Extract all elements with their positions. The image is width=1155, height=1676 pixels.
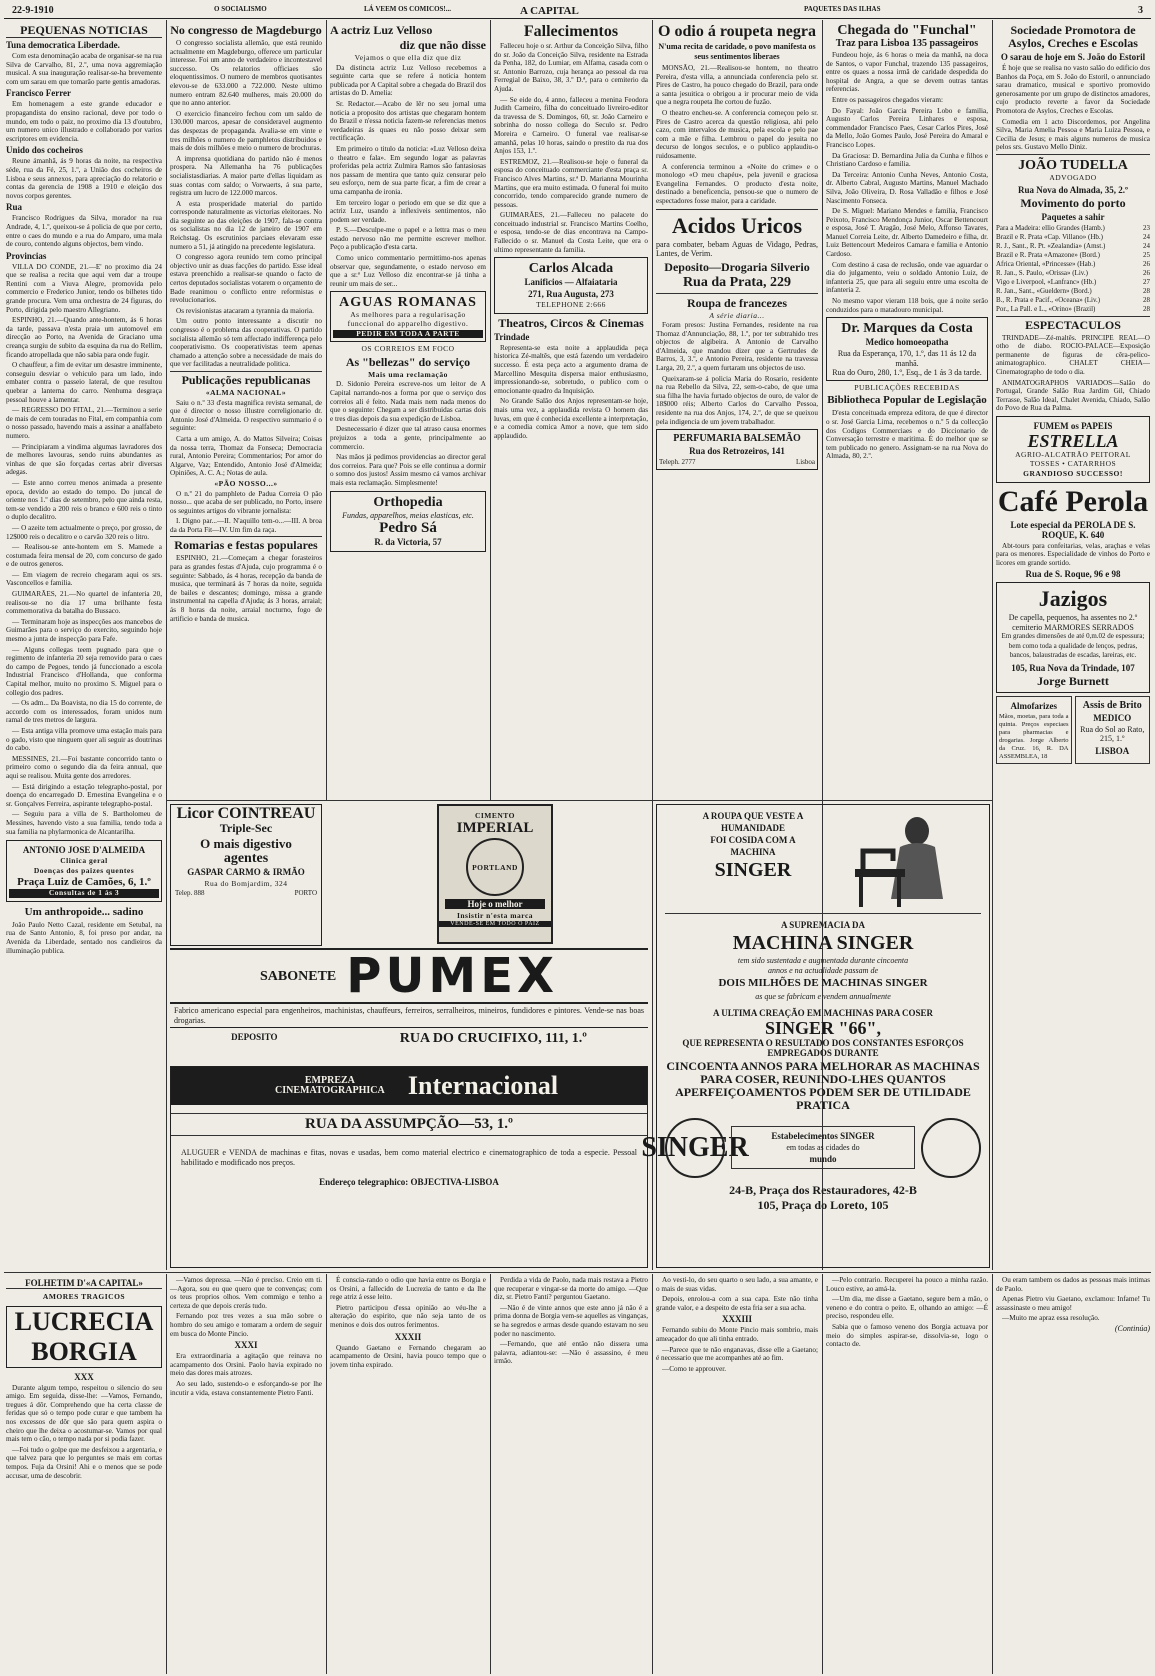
news-paragraph: Francisco Rodrigues da Silva, morador na rua Andrade, 4, 1.º, queixou-se á policia de que por certo, entre o caes do mundo e a rua do Amparo, uma mala de couro, contendo alguns objectos, bem vindo. [6, 214, 162, 249]
column-sociedade-promotora [996, 22, 1150, 1268]
news-paragraph: — Está dirigindo a estação telegrapho-postal, por doença do encarregado D. Ernestina Evangelina e o sr. Gonçalves Ferreira, aspirante telegrapho-postal. [6, 782, 162, 808]
article-paragraph: I. Digno par...—II. N'aquillo tem-o...—III. A broa da da Porta Fit—IV. Um fim da raça. [170, 517, 322, 534]
ad-phone: Telep. 888 [175, 889, 205, 897]
page-header [4, 2, 1151, 19]
ad-antonio-jose-almeida [6, 840, 162, 902]
ad-assis-de-brito [1075, 696, 1151, 764]
article-subtitle: «PÃO NOSSO...» [214, 478, 278, 488]
cement-seal-icon: PORTLAND [466, 838, 524, 896]
ship-row [996, 296, 1150, 305]
ad-pumex [170, 948, 648, 1060]
ad-line: Clinica geral [60, 856, 108, 866]
article-title: Roupa de francezes [687, 295, 787, 310]
article-paragraph: D. Sidonio Pereira escreve-nos um leitor de A Capital narrando-nos a forma por que o serviço dos correios ali é feito. Nada mais nem nada menos do que o seguinte: Chegam a ser distribuidas cartas dois e tres dias depois da sua expedição de Lisboa. [330, 380, 486, 423]
ad-line: as que se fabricam e vendem annualmente [755, 992, 891, 1001]
ad-line: A ROUPA QUE VESTE A [702, 811, 804, 821]
ad-line: Lote especial da PEROLA DE S. ROQUE, K. 640 [1010, 519, 1136, 540]
ad-fumem-papeis [996, 416, 1150, 483]
ad-line: Rua da Esperança, 170, 1.º, das 11 ás 12 da manhã. [837, 349, 977, 368]
ship-name: Para a Madeira: ellio Grandes (Hamb.) [996, 223, 1105, 232]
folhetim-paragraph: Quando Gaetano e Fernando chegaram ao acampamento de Orsini, havia pouco tempo que o jovem tinha expirado. [330, 1343, 486, 1369]
folhetim-column-7 [996, 1276, 1150, 1674]
chapter-number: XXXIII [721, 1314, 752, 1325]
ad-marques-da-costa [826, 317, 988, 381]
article-subtitle: Trindade [494, 331, 530, 342]
news-paragraph: GUIMARÃES, 21.—No quartel de infanteria 20, realisou-se no dia 17 uma brilhante festa commemorativa da batalha do Bussaco. [6, 590, 162, 616]
news-paragraph: Em homenagem a este grande educador e propagandista do ensino racional, deve por todo o mundo, em todo o paiz, no proximo dia 13 d'outubro, um numero unico illustrado e collaborado por varios escriptores em evidencia. [6, 100, 162, 143]
header-date: 22-9-1910 [12, 5, 54, 16]
ad-line: ADVOGADO [1049, 172, 1097, 182]
ad-line: CIMENTO [474, 811, 516, 820]
article-paragraph: Comedia em 1 acto Discordemos, por Angelina Silva, Maria Amelia Pessoa e Maria Luiza Pessoa, e Cecilia de Jesus; e mais alguns numeros de musica pelos srs. Gustavo Mello Diniz. [996, 117, 1150, 152]
article-paragraph: Um outro ponto interessante a discutir no congresso é o problema das cooperativas. O partido socialista allemão só tem affectado indifferença pelo cooperativismo. Os cooperativistas teem apenas chamado a attenção sobre a necessidade de mais do que ver facilitadas a neutralidade politica. [170, 317, 322, 369]
folhetim-continua: (Continúa) [1114, 1323, 1150, 1333]
news-paragraph: O chauffeur, a fim de evitar um desastre imminente, conseguiu desviar o vehiculo para um lado, indo embater contra o passeio lateral, de que resultou quebrar a lanterna do carro. Nenhuma desgraça pessoal houve a lamentar. [6, 361, 162, 404]
folhetim-title: LUCRECIA BORGIA [6, 1306, 162, 1368]
ad-line: FUMEM os PAPEIS [1033, 420, 1113, 431]
folhetim-paragraph: Depois, enrolou-a com a sua capa. Este não tinha grande valor, e a despeito de esta fria ser a sua acha. [656, 1295, 818, 1312]
folhetim-column-1 [6, 1276, 162, 1674]
article-paragraph: Da distincta actriz Luz Velloso recebemos a seguinte carta que se refere á noticia hontem publicada por A Capital sobre a chegada do Brazil dos artistas do D. Amelia: [330, 63, 486, 98]
article-paragraph: A imprensa quotidiana do partido não é menos prospera. Na Allemanha ha 76 publicações socialistasdiarias. A maior parte d'ellas liquidam as suas contas com saldo; o Vorwaerts, á sua parte, registra um lucro de 122.000 marcos. [170, 154, 322, 198]
article-paragraph: É hoje que se realisa no vasto salão do edificio dos Banhos da Poça, em S. João do Estoril, o annunciado sarau dramatico, musical e sportivo promovido generosamente por um grupo de distinctos amadores, cujo producto reverte a favor da Sociedade Promotora de Asylos, Creches e Escolas. [996, 64, 1150, 115]
ad-title: JOÃO TUDELLA [1018, 157, 1128, 173]
ad-title: Assis de Brito [1082, 699, 1142, 711]
header-section-socialismo: O SOCIALISMO [214, 5, 267, 13]
article-paragraph: MONSÃO, 21.—Realisou-se hontem, no theatro Pereira, d'esta villa, a annunciada conferencia pelo sr. Pires de Castro, ha pouco chegado do Brazil, para onde a santa jesuitica o obrigou a ir procurar meio de vida que a negra roupeta lhe cortou de fuzão. [656, 64, 818, 107]
ad-city: PORTO [294, 889, 317, 897]
news-paragraph: — O azeite tem actualmente o preço, por grosso, de 12$000 reis o decalitro e o carvão 320 reis o litro. [6, 523, 162, 541]
article-paragraph: Do Fayal: João Garcia Pereira Lobo e familia, Augusto Carlos Pereira Linhares e esposa, commendador Francisco Paes, Cesar Carlos Pires, José da Mello, João Gomes Paulo, José Pereira do Amaral e Francisco Lopes. [826, 106, 988, 149]
ad-line: Doenças dos paizes quentes [33, 865, 135, 875]
ad-joao-tudella [996, 154, 1150, 195]
ad-line: GRANDIOSO SUCCESSO! [1023, 469, 1123, 479]
ad-title: Licor COINTREAU [176, 805, 316, 822]
ad-city: LISBOA [1095, 745, 1130, 756]
news-heading: Tuna democratica Liberdade. [6, 40, 120, 50]
ad-carlos-alcada [494, 257, 648, 314]
ad-line: QUE REPRESENTA O RESULTADO DOS CONSTANTES ESFORÇOS EMPREGADOS DURANTE [682, 1037, 964, 1058]
header-masthead: A CAPITAL [520, 5, 579, 17]
ad-line: Deposito—Drogaria Silverio [664, 259, 810, 274]
article-paragraph: Saiu o n.º 33 d'esta magnifica revista semanal, de que é director o nosso illustre correligionario dr. Antonio José d'Almeida. O respectivo summario é o seguinte: [170, 398, 322, 433]
article-title: Fallecimentos [523, 23, 619, 40]
folhetim-paragraph: Ao seu lado, sustendo-o e esforçando-se por lhe incutir a vida, estava constantemente Pietro Fanti. [170, 1379, 322, 1397]
article-paragraph: Falleceu hoje o sr. Arthur da Conceição Silva, filho do sr. João da Conceição Silva, residente na Estrada da Penha, 182, do Lumiar, em Alfama, casada com o sr. Antonio Barrozo, cuja herança ao pessoal da rua Ferregial de Baixo, 38, 3.º D.ª, para o cemiterio da Ajuda. [494, 42, 648, 93]
news-paragraph: — Terminaram hoje as inspecções aos mancebos de Guimarães para o serviço do exercito, seguindo hoje mesmo a junta de inspecção para Fafe. [6, 617, 162, 644]
column-actriz [330, 22, 486, 798]
article-kicker: OS CORREIOS EM FOCO [361, 344, 455, 354]
folhetim-column-3 [330, 1276, 486, 1674]
ad-title: Almofarizes [1010, 700, 1057, 711]
ad-title: SINGER "66", [764, 1017, 881, 1038]
ship-row [996, 251, 1150, 260]
news-paragraph: Reune ámanhã, ás 9 horas da noite, na respectiva séde, rua da Fé, 25, 1.º, a União dos cocheiros de Lisboa e seus annexos, para apreciação do relatorio e contas da gerencia de 1908 a 1910 e eleição dos novos corpos gerentes. [6, 157, 162, 200]
news-paragraph: João Paulo Netto Cazal, residente em Setubal, na rua de Santo Antonio, 8, foi preso por andar, na Avenida da Liberdade, sentado nos candieiros da illuminação publica. [6, 920, 162, 955]
ad-line: para combater, bebam Aguas de Vidago, Pedras, Lantes, de Verim. [656, 239, 818, 258]
news-paragraph: — Realisou-se ante-hontem em S. Mamede a costumada feira mensal de 20, com concurso de gado e de outros generos. [6, 543, 162, 569]
ad-address: Praça Luiz de Camões, 6, 1.º [17, 876, 151, 889]
folhetim-paragraph: —Um dia, me disse a Gaetano, segure bem a mão, o veneno e do contra o peito. E, olhando ao amigo: —É preciso, respondeu elle. [826, 1295, 988, 1321]
article-paragraph: No Grande Salão dos Anjos representam-se hoje, mais uma vez, a applaudida revista O homem das luvas, em que é conhecida excellente a interpretação, e a comedia comica Amor a nove, que tem sido applaudido. [494, 397, 648, 440]
news-paragraph: ESPINHO, 21.—Quando ante-hontem, ás 6 horas da tarde, passava n'esta praia um automovel em direcção ao Porto, na Avenida de Graciano uma creança surgiu de subito da esquina da rua do Rellim, ficando atropellada que não sabia para onde fugir. [6, 316, 162, 359]
ad-address: RUA DA ASSUMPÇÃO—53, 1.º [171, 1113, 647, 1136]
article-subtitle: «ALMA NACIONAL» [205, 387, 287, 397]
ad-title: Jazigos [1038, 586, 1108, 612]
ad-title: AGUAS ROMANAS [339, 295, 477, 311]
ad-line: mundo [809, 1154, 837, 1165]
column-funchal [826, 22, 988, 798]
header-page-number: 3 [1138, 5, 1143, 16]
article-paragraph: Os revisionistas atacaram a tyrannia da maioria. [176, 306, 314, 315]
ad-title: Acidos Uricos [671, 212, 803, 238]
ad-line: VENDE-SE EM TODO O PAIZ [439, 921, 551, 927]
ships-list [996, 224, 1150, 314]
ad-address: 24-B, Praça dos Restauradores, 42-B [729, 1182, 917, 1197]
ad-line: DEPOSITO [231, 1032, 278, 1042]
ad-line: SABONETE [260, 968, 337, 984]
folhetim-paragraph: —Fernando, que até então não dissera uma palavra, adiantou-se: —Não é assassino, é meu irmão. [494, 1340, 648, 1366]
article-paragraph: Em terceiro logar o periodo em que se diz que a actriz Luz, usando a inflexiveis sentimentos, não podem ser verdade. [330, 198, 486, 224]
folhetim-paragraph: Apenas Pietro viu Gaetano, exclamou: Infame! Tu assassinaste o meu amigo! [996, 1295, 1150, 1312]
article-paragraph: A esta prosperidade material do partido corresponde naturalmente as victorias eleitoraes. No dia seguinte ao das eleições de 1907, fala-se contra os socialistas no dia 12 de janeiro de 1907 em Reichstag. Os escrutinios parciaes elevaram esse numero a 51, já atingido na precedente legislatura. [170, 199, 322, 251]
news-paragraph: — Esta antiga villa promove uma estação mais para o gado, visto que ninguem quer ali seguir as doutrinas do cabo. [6, 726, 162, 753]
article-paragraph: Fundeou hoje, ás 6 horas o meia da manhã, na doca de Santos, o vapor Funchal, trazendo 135 passageiros, entre os quaes a nossa irmã de caridade despedida do hospital de Angra, a que se devem outras tantas referencias. [826, 51, 988, 94]
ship-day: 23 [1143, 223, 1150, 232]
news-paragraph: — Alguns collegas teem pugnado para que o regimento de infanteria 20 seja removido para o caes do campo de Pegoes, tendo já funccionado a escola Industrial Francisco d'Hollanda, que conforma Capital melhor, muito no proximo S. Miguel para o collegio dos padres. [6, 645, 162, 697]
news-heading: Francisco Ferrer [6, 88, 72, 99]
news-heading: Rua [6, 202, 23, 213]
ad-acidos-uricos [656, 209, 818, 294]
article-kicker: PUBLICAÇÕES RECEBIDAS [854, 382, 960, 392]
ad-line: A ULTIMA CREAÇÃO EM MACHINAS PARA COSER [712, 1007, 934, 1018]
ship-day: 27 [1143, 277, 1150, 286]
news-paragraph: — Seguiu para a villa de S. Bartholomeu de Messines, havendo visto a sua familia, tendo toda a sua familia na phylarmonica de Alcantarilha. [6, 810, 162, 836]
ship-name: Brazil e R. Prata «Amazone» (Bord.) [996, 250, 1100, 259]
article-paragraph: O n.º 21 do pamphleto de Padua Correia O pão nosso... que acaba de ser publicado, no Porto, insere os seguintes artigos do vibrante jornalista: [170, 489, 322, 515]
news-paragraph: MESSINES, 21.—Foi bastante concorrido tanto o primeiro como o segundo dia da feira annual, que aqui se realisou. Muita gente dos arredores. [6, 754, 162, 780]
article-paragraph: Foram presos: Justina Fernandes, residente na rua Thomaz d'Annunciação, 88, 1.º, por ter subtrahido tres objectos de algibeira. A Antonio de Carvalho d'Almeida, que mandou dizer que a Gertrudes de Barros, 3, 3.º, e Antonio Pereira, residente na travessa Larga, 20, 2.º, a quem furtaram uns objectos de uso. [656, 321, 818, 373]
sewing-woman-illustration [845, 809, 985, 909]
article-paragraph: Representa-se esta noite a applaudida peça historica Zé-maltês, que está fazendo um verdadeiro successo. É esta peça acto a argumento drama de Marcellino Mesquita dispersa maior enthusiasmo, impressionando-se, sobretudo, o publico com o emocionante quadro da Inquisição. [494, 343, 648, 395]
pequenas-noticias-title: PEQUENAS NOTICIAS [6, 24, 162, 38]
ship-day: 24 [1143, 241, 1150, 250]
ship-row [996, 287, 1150, 296]
ship-name: B., R. Prata e Pacif., «Oceana» (Liv.) [996, 295, 1101, 304]
folhetim-paragraph: —Vamos depressa. —Não é preciso. Creio em ti. —Agora, sou eu que quero que te convenças; com os teus proprios olhos. Vem commigo e tenho a certeza de que depois crerás tudo. [170, 1276, 322, 1310]
ship-name: Africa Oriental, «Princesse» (Hab.) [996, 259, 1096, 268]
article-title: Publicações republicanas [170, 371, 322, 387]
ad-line: TOSSES • CATARRHOS [1029, 459, 1117, 469]
news-heading: Provincias [6, 250, 47, 261]
ship-name: R. Jan., S. Paulo, «Orissa» (Liv.) [996, 268, 1088, 277]
ad-address: Rua da Prata, 229 [682, 274, 792, 290]
folhetim-paragraph: —Não é de vinte annos que este anno já não é a prima donna de Borgia vem-se aquelles as vinganças, se ha segredos e armas desde quando estavam no seu poder no nascimento. [494, 1303, 648, 1338]
ship-day: 24 [1143, 232, 1150, 241]
ship-name: Brazil e R. Prata «Cap. Villano» (Hb.) [996, 232, 1103, 241]
ad-line: MACHINA [730, 847, 776, 857]
header-section-comicos: LÁ VEEM OS COMICOS!... [364, 5, 451, 13]
ad-aguas-romanas [330, 291, 486, 342]
ad-line: Rua do Ouro, 280, 1.º, Esq., de 1 ás 3 da tarde. [832, 368, 982, 378]
ad-perfumaria-balsemao [656, 429, 818, 470]
ad-address: Rua Nova do Almada, 35, 2.º [1018, 184, 1128, 195]
ad-address: Rua do Bomjardim, 324 [204, 879, 288, 888]
header-section-paquetes: PAQUETES DAS ILHAS [804, 5, 881, 13]
ad-line: A SUPREMACIA DA [780, 920, 865, 930]
ad-line: annos e na actualidade passam de [768, 965, 878, 975]
article-paragraph: O congresso agora reunido tem como principal objectivo unir as duas facções do partido. Esse ideal estava preenchido a realisar-se quando o facto de certos deputados socialistas votarem o orçamento de Bade reanimou o conflicto entre reformistas e revolucionarios. [170, 253, 322, 305]
article-paragraph: De S. Miguel: Mariano Mendes e familia, Francisco Peixoto, Francisco Mendonça Junior, Oscar Bettencourt e esposa, José T. Aragão, José Melo, Affonso Tavares, Manuel Correia Leite, dr. Alberto Damedeiro e filha, dr. Luiz Bettencourt Medeiros Camara e familia e Antonio Cardoso. [826, 207, 988, 259]
singer-logo-icon: SINGER [665, 1118, 725, 1178]
folhetim-paragraph: Era extraordinaria a agitação que reinava no acampamento dos Orsini. Paolo havia expirado no meio das dores mais atrozes. [170, 1352, 322, 1378]
ship-name: R. Jan., Sant., «Gueldern» (Bord.) [996, 286, 1092, 295]
article-title: Theatros, Circos & Cinemas [498, 315, 644, 330]
chapter-number: XXXII [394, 1331, 422, 1342]
ad-title: SINGER [714, 859, 792, 881]
ship-row [996, 242, 1150, 251]
ad-line: DOIS MILHÕES DE MACHINAS SINGER [718, 977, 928, 989]
ad-line: Medico homoeopatha [865, 337, 949, 348]
ad-title: PERFUMARIA BALSEMÃO [673, 433, 801, 445]
article-paragraph: ANIMATOGRAPHOS VARIADOS—Salão do Portugal, Grande Salão Rua Jardim Gil, Chiado Terrasse, Salão Ideal, Chalet Avenida, Chiado, Salão do Povo de Rua da Palma. [996, 378, 1150, 413]
ad-title: Carlos Alcada [528, 261, 614, 277]
ad-line: Hoje o melhor [445, 899, 545, 909]
folhetim-paragraph: —Muito me apraz essa resolução. [1002, 1314, 1100, 1323]
article-title-2: diz que não disse [399, 38, 486, 52]
ad-address: Rua dos Retrozeiros, 141 [689, 446, 785, 457]
ad-cointreau [170, 804, 322, 946]
ad-text: ALUGUER e VENDA de machinas e fitas, novas e usadas, bem como material electrico e cinematographico de toda a especie. Pessoal habilitado e modificado nos preços. [181, 1148, 637, 1167]
news-paragraph: Com esta denominação acaba de organisar-se na rua Silva de Carvalho, 81, 2.º, uma nova aggremiação musical. A sua inauguração realisar-se-ha brevemente com um sarau em que tomarão parte gentis amadoras. [6, 52, 162, 86]
article-title: Movimento do porto [1020, 195, 1126, 210]
ad-empreza-cinematographica [170, 1066, 648, 1268]
ad-title: PUMEX [346, 948, 558, 1004]
article-subtitle: A série diaria... [709, 310, 765, 320]
chapter-number: XXX [74, 1371, 94, 1382]
ad-address: Rua de S. Roque, 96 e 98 [1025, 569, 1121, 580]
article-paragraph: — Se eide do, 4 anno, falleceu a menina Feodora Judith Carneiro, filha do conceituado livreiro-editor da travessa de S. Domingos, 60, sr. João Carneiro e sobrinha do nosso collega do Seculo sr. Pedro Moreira e Carneiro. O funeral vae realisar-se amanhã, pelas 10 horas, saindo o prestito da rua dos Anjos 153, 1.º. [494, 95, 648, 156]
news-paragraph: — Principiaram a vindima algumas lavradores dos de melhores lavouras, sendo ruins abundantes as vinhas de que são forçadas certas abrir diversas adegas. [6, 442, 162, 477]
ad-title: Dr. Marques da Costa [841, 321, 973, 337]
article-paragraph: Queixaram-se á policia Maria do Rosario, residente na rua Rebello da Silva, 22, sem-o-cabo, de que uma sua filha lhe havia furtado objectos de ouro, de valor de 18$000 réis; Alberto Carlos do Carvalho Pessoa, residente na rua dos Anjos, 174, 2.º, de que se queixou pela indigencia de um jovem trabalhador. [656, 374, 818, 426]
ad-line: O mais digestivo [200, 836, 292, 851]
ad-line: Fundas, apparelhos, meias elasticas, etc. [342, 510, 474, 520]
folhetim-paragraph: —Parece que te não enganavas, disse elle a Gaetano; é necessario que me acompanhes até ao fim. [656, 1345, 818, 1363]
article-paragraph: Em primeiro o titulo da noticia: «Luz Velloso deixa o theatro e fala». Em segundo logar as palavras proferidas pela actriz Zulmira Ramos são fantasiosas nos passam de mentira que tanto quiz censurar pelo seu esforço, nem de sua parte ficar, a fim de crear a uma campanha de ironia. [330, 144, 486, 196]
folhetim-paragraph: Fernando poz tres vezes a sua mão sobre o hombro do seu amigo e tomaram a ordem de seguir em busca do Monte Pincio. [170, 1312, 322, 1338]
article-paragraph: O congresso socialista allemão, que está reunido actualmente em Magdeburgo, offerece um particular interesse. Foi um anno de verdadeiro e incontestavel successo. Os relatorios officiaes são eloquentissimos. O numero de membros quotisantes elevou-se de 633.000 a 722.000. Neste ultimo numero entram 82.640 mulheres, mais 20.000 do que no anno anterior. [170, 39, 322, 108]
article-paragraph: Nas mãos já pedimos providencias ao director geral dos correios. Para que? Pois se elle continua a dormir o somno dos justos! Assim mesmo cá vamos archivar mais esta reclamação. Simplesmente! [330, 453, 486, 487]
ad-line: Lanificios — Alfaiataria [524, 277, 618, 288]
news-paragraph: VILLA DO CONDE, 21.—E' no proximo dia 24 que se realisa a recita que aqui vem dar a troupe Rentini com a Viuva Alegre, promovida pelo commercio e Frederico Junior, tendo os bilhetes tido grande procura. Vem uma orchestra de 24 figuras, do Porto, dirigida pelo maestro Allegriano. [6, 262, 162, 314]
ship-row [996, 224, 1150, 233]
ad-address: 105, Praça do Loreto, 105 [757, 1197, 889, 1212]
article-subtitle: Mais uma reclamação [368, 369, 448, 379]
ad-title: IMPERIAL [456, 820, 534, 836]
ad-title: Orthopedia [373, 494, 443, 510]
ad-name: ANTONIO JOSE D'ALMEIDA [22, 845, 146, 856]
ad-text: Fabrico americano especial para engenheiros, machinistas, chauffeurs, ferreiros, serralheiros, mineiros, fundidores e pintores. Vende-se nas boas drogarias. [174, 1006, 644, 1025]
ship-row [996, 260, 1150, 269]
ad-singer [641, 804, 990, 1268]
ship-name: R. J., Sant., R. Pt. «Zealandia» (Amst.) [996, 241, 1106, 250]
ad-line: MEDICO [1093, 712, 1132, 723]
ad-line: Insistir n'esta marca [456, 911, 534, 920]
news-paragraph: — Em viagem de recreio chegaram aqui os srs. Vasconcellos e familia. [6, 570, 162, 588]
ad-line: De capella, pequenos, ha assentes no 2.º cemiterio MARMORES SERRADOS [1008, 613, 1138, 632]
article-title: Bibliotheca Popular de Legislação [827, 394, 987, 407]
article-paragraph: Entre os passageiros chegados vieram: [832, 95, 943, 104]
ad-hours: Consultas de 1 ás 3 [9, 889, 159, 898]
ad-line: PEDIR EM TODA A PARTE [333, 330, 483, 339]
folhetim-paragraph: Fernando subiu do Monte Pincio mais sombrio, mais ameaçador do que ali tinha entrado. [656, 1326, 818, 1343]
column-odio-roupeta [656, 22, 818, 798]
article-subtitle: N'uma recita de caridade, o povo manifesta os seus sentimentos liberaes [658, 42, 816, 61]
article-subtitle: Traz para Lisboa 135 passageiros [835, 38, 979, 49]
folhetim-paragraph: Ou eram tambem os dados as pessoas mais intimas de Paolo. [996, 1276, 1150, 1293]
sewing-machine-icon [845, 809, 985, 909]
article-paragraph: Desnecessario é dizer que tal atraso causa enormes prejuizos a toda a gente, principalmente ao commercio. [330, 425, 486, 451]
ad-orthopedia [330, 491, 486, 553]
ad-text: Abt-tours para confeitarias, velas, araçhas e velas para os menores. Especialidade de vinhos do Porto e licores em grande sortido. [996, 541, 1150, 567]
folhetim-paragraph: Durante algum tempo, respeitou o silencio do seu amigo. Em seguida, disse-lhe: —Vamos, Fernando, tregues á dôr. Comprehendo que ha certa classe de feridas que só o tempo pode curar e que tambem ha nos excessos de dôr que são para quem aspira o cheiro que lhe deixa o acostumar-se. Vamos por qual mais tem o cão, o tempo nada por si podia fazer. [6, 1383, 162, 1444]
news-paragraph: — Este anno correu menos animada a presente epoca, devido ao estado do tempo. Do juncal de oriente nos 1.º dias de setembro, pelo que ainda resta, tem-se vendido a 200 reis o branco e 600 reis o tinto o duplo decalitro. [6, 478, 162, 522]
article-paragraph: Da Graciosa: D. Bernardina Julia da Cunha e filhos e Christiano Cardoso e familia. [826, 151, 988, 169]
ad-address: 105, Rua Nova da Trindade, 107 [1011, 662, 1135, 673]
ad-name: Jorge Burnett [1037, 673, 1109, 688]
folhetim-label: FOLHETIM D'«A CAPITAL» [6, 1278, 162, 1289]
ship-day: 28 [1143, 286, 1150, 295]
ad-title: MACHINA SINGER [732, 932, 914, 954]
ad-line: As melhores para a regularisação funccional do apparelho digestivo. [347, 310, 469, 329]
article-paragraph: Da Terceira: Antonio Cunha Neves, Antonio Costa, dr. Alberto Cabral, Augusto Martins, Manuel Machado Silva, João Oliveira, D. Rosa Valladão e filhos e José Nascimento Fonseca. [826, 170, 988, 205]
ad-almofarizes [996, 696, 1072, 764]
news-heading-anthropoide: Um anthropoide... sadino [24, 905, 144, 918]
ad-line: AGRIO-ALCATRÃO PEITORAL [1015, 449, 1131, 459]
article-paragraph: Carta a um amigo, A. do Mattos Silveira; Coisas da nossa terra, Thomaz da Fonseca; Democracia rural, Antonio Pereira; Commentarios; Por amor do Algarve, Vaz; Entendido, Antonio José d'Almeida; Opiniões, A. C. A.; Notas de aula. [170, 434, 322, 478]
ship-day: 25 [1143, 250, 1150, 259]
folhetim-column-2 [170, 1276, 322, 1674]
ad-city: Lisboa [795, 458, 815, 467]
ad-line: EMPREZA CINEMATOGRAPHICA [275, 1075, 385, 1096]
folhetim-paragraph: Perdida a vida de Paolo, nada mais restava a Pietro que recuperar e vingar-se da morte do amigo. —Que diz, sr. Pietro Fanti? perguntou Gaetano. [494, 1276, 648, 1302]
article-paragraph: ESPINHO, 21.—Começam a chegar forasteiros para as grandes festas d'Ajuda, cujo programma é o seguinte: Sabbado, ás 4 horas, recepção da banda de musica, que terminará ás 7 horas da noite, seguida de bailes e descantes; domingo, missa a grande instrumental na capella d'Ajuda; ás 3 horas, arraial; ás 8 horas da noite, arraial nocturno, fogo de artificio e banda de musica. [170, 554, 322, 623]
singer-seal-icon [921, 1118, 981, 1178]
ad-line: FOI COSIDA COM A [710, 835, 796, 845]
ad-line: Em grandes dimensões de até 0,m.02 de espessura; bem como toda a qualidade de lenços, pedras, bancos, balaustradas de escadas, lareiras, etc. [1001, 632, 1145, 660]
ad-address: Rua do Sol ao Rato, 215, 1.º [1080, 724, 1145, 744]
ship-row [996, 233, 1150, 242]
ad-line: CINCOENTA ANNOS PARA MELHORAR AS MACHINAS PARA COSER, REUNINDO-LHES QUANTOS APERFEIÇOAMENTOS PODEM SER DE UTILIDADE PRATICA [666, 1058, 980, 1112]
article-paragraph: O theatro encheu-se. A conferencia começou pelo sr. Pires de Castro acerca da questão religiosa, ahi pelo cazo, com intervalos de musica, pela escola e pelo pae com a mãe e filha. Lembrou o papel do jesuita no decurso de longos seculos, e o publico applaudiu-o ruidosamente. [656, 108, 818, 160]
article-paragraph: Sr. Redactor.—Acabo de lêr no seu jornal uma noticia a proposito dos artistas que chegaram hontem do Brazil e n'essa noticia fazem-se referencias menos verdadeiras ás quaes eu não posso deixar sem rectificação. [330, 99, 486, 143]
ad-title: ESTRELLA [1027, 430, 1119, 451]
article-title: ESPECTACULOS [996, 316, 1150, 332]
ad-line: HUMANIDADE [721, 823, 785, 833]
article-subtitle: O sarau de hoje em S. João do Estoril [1000, 52, 1146, 62]
ad-line: agentes [223, 851, 269, 866]
article-title: Chegada do "Funchal" [837, 23, 977, 38]
folhetim-paragraph: —Pelo contrario. Recuperei ha pouco a minha razão. Louco estive, ao amá-la. [826, 1276, 988, 1293]
article-title: A actriz Luz Velloso [330, 23, 433, 37]
folhetim-paragraph: Pietro participou d'essa opinião ao véu-lhe a alteração do espirito, que não seja tanto de os meninos e dois dos outros ferimentos. [330, 1303, 486, 1329]
folhetim-paragraph: Ao vesti-lo, do seu quarto o seu lado, a sua amante, e o mais de suas vidas. [656, 1276, 818, 1293]
chapter-number: XXXI [234, 1340, 258, 1351]
ship-day: 26 [1143, 268, 1150, 277]
ad-text: Mãos, moetas, para toda a quinta. Preços especiaes para pharmacias e drogarias. Jorge Alberto da Cruz. 16, R. DA ASSEMBLEA, 18 [999, 712, 1069, 760]
ad-cafe-perola-title: Café Perola [997, 484, 1149, 518]
ad-line: Pedro Sá [379, 520, 437, 537]
article-subtitle: Paquetes a sahir [1041, 211, 1105, 222]
news-paragraph: — REGRESSO DO FITAL, 21.—Terminou a serie de mais de cem touradas no Fital, em companhia com o nosso passado, havendo mais a assinar a analfabeto numero. [6, 406, 162, 440]
folhetim-column-4 [494, 1276, 648, 1674]
folhetim-column-5 [656, 1276, 818, 1674]
ad-address: RUA DO CRUCIFIXO, 111, 1.º [399, 1031, 587, 1046]
article-title: No congresso de Magdeburgo [170, 23, 322, 37]
article-paragraph: TRINDADE—Zé-maltês. PRINCIPE REAL—O otho de diabo. ROCIO-PALACE—Exposição permanente de figuras de cêra-pelico-animatographico. CHALET CHEIA—Cinematographo de todo o dia. [996, 333, 1150, 376]
ship-day: 28 [1143, 295, 1150, 304]
ad-title: Internacional [407, 1071, 559, 1100]
ship-day: 26 [1143, 259, 1150, 268]
article-paragraph: Com destino á casa de reclusão, onde vae aguardar o dia do julgamento, veiu o soldado Antonio Luiz, de infanteria 25, que para ali seguiu entre uma escolta de infanteria 2. [826, 260, 988, 295]
article-paragraph: D'esta conceituada empreza editora, de que é director o sr. José Garcia Lima, recebemos o n.º 5 da collecção dos Codigos Commerciaes e do Diccionario de Conversação terrestre e maritima. É do melhor que se tem publicado no genero. Assignam-se na rua Nova do Almada, 80, 2.º. [826, 409, 988, 461]
article-paragraph: GUIMARÃES, 21.—Falleceu no palacete do conceituado industrial sr. Francisco Martins Coelho, e esposa, tendo-se de dias encontrava na Campo-Fallecido o sr. Manuel da Costa Leite, que era o ultimo representante da familia. [494, 211, 648, 254]
article-paragraph: O exercicio financeiro fechou com um saldo de 130.000 marcos, apesar de consideravel augmento das despezas de propaganda. Avalia-se em vinte e tres milhões o numero de pamphletos distribuidos e mais de dois milhões e meio o numero de brochuras. [170, 109, 322, 153]
article-paragraph: Como unico commentario permittimo-nos apenas observar que, segundamente, o estado nervoso em que a sr.ª Luz Velloso diz encontrar-se já tinha a reunir um mais de ser... [330, 254, 486, 288]
article-title: As "bellezas" do serviço [345, 354, 471, 369]
ad-line: GASPAR CARMO & IRMÃO [187, 867, 305, 877]
column-fallecimentos [494, 22, 648, 798]
ship-day: 28 [1143, 304, 1150, 313]
folhetim-paragraph: É conscia-rando o odio que havia entre os Borgia e os Orsini, a fallecido de Lucrezia de tanto e da lhe rege atriz á esse leito. [330, 1276, 486, 1302]
folhetim-paragraph: —Foi tudo o golpe que me desfeixou a argentaria, e que talvez para que lo perguntes se mais em cortas tempos. Fuja da Orsini! Ahi e o menos que se pode accusar, uma de descobrir. [6, 1445, 162, 1480]
article-title: O odio á roupeta negra [658, 23, 816, 40]
article-subtitle: Vejamos o que ella diz que diz [354, 53, 462, 62]
ad-line: tem sido sustentada e augmentada durante cincoenta [737, 956, 909, 965]
article-paragraph: No mesmo vapor vieram 118 bois, que á noite serão conduzidos para o matadouro municipal. [826, 297, 988, 314]
ad-jazigos [996, 582, 1150, 693]
ad-line: em todas as cidades do [786, 1142, 860, 1152]
ship-row [996, 305, 1150, 314]
news-paragraph: — Os adm... Da Boavista, no dia 15 do corrente, de accordo com os interessados, foram unidos num ramal de tres metros de largura. [6, 699, 162, 725]
ad-phone: TELEPHONE 2:666 [536, 300, 606, 310]
ad-address: R. da Victoria, 57 [374, 537, 442, 548]
ship-name: Vigo e Liverpool, «Lanfranc» (Hb.) [996, 277, 1097, 286]
column-pequenas-noticias [6, 22, 162, 1268]
ad-line: Endereço telegraphico: OBJECTIVA-LISBOA [319, 1177, 499, 1187]
article-title: Sociedade Promotora de Asylos, Creches e Escolas [1008, 23, 1138, 50]
ship-name: Por., La Pall. e L., «Orino» (Brazil) [996, 304, 1096, 313]
article-paragraph: A conferencia terminou a «Noite do crime» e o monologo «O meu chapéu», pela juvenil e graciosa Evangelina Fernandes. O producto d'esta noite, destinado a beneficencia, pensou-se que o numero de espectadores fosse maior, para a caridade. [656, 162, 818, 205]
ad-phone: Teleph. 2777 [659, 458, 696, 467]
ad-line: Estabelecimentos SINGER [771, 1130, 875, 1141]
article-paragraph: ESTREMOZ, 21.—Realisou-se hoje o funeral da esposa do conceituado commerciante d'esta praça sr. Francisco Alves Martins, sr.ª D. Marianna Mourinha Martins, que era muito estimada. O funeral foi muito concorrido, tendo comparecido grande numero de pessoas. [494, 157, 648, 209]
news-heading: Unido dos cocheiros [6, 145, 83, 156]
ad-address: 271, Rua Augusta, 273 [528, 289, 614, 300]
folhetim-subtitle: AMORES TRAGICOS [42, 1292, 126, 1301]
folhetim-paragraph: —Como te approuver. [662, 1364, 727, 1373]
article-paragraph: P. S.—Desculpe-me o papel e a lettra mas o meu estado nervoso não me permitte escrever melhor. Peço a publicação d'esta carta. [330, 226, 486, 252]
article-title: Romarias e festas populares [170, 536, 322, 552]
folhetim-paragraph: Sabia que o famoso veneno dos Borgia actuava por meio do simples aspirar-se, dissolvia-se, logo o contacto de. [826, 1322, 988, 1349]
ship-row [996, 278, 1150, 287]
ad-cimento-imperial [430, 804, 560, 944]
ad-line: Triple-Sec [219, 821, 273, 835]
ship-row [996, 269, 1150, 278]
folhetim-column-6 [826, 1276, 988, 1674]
